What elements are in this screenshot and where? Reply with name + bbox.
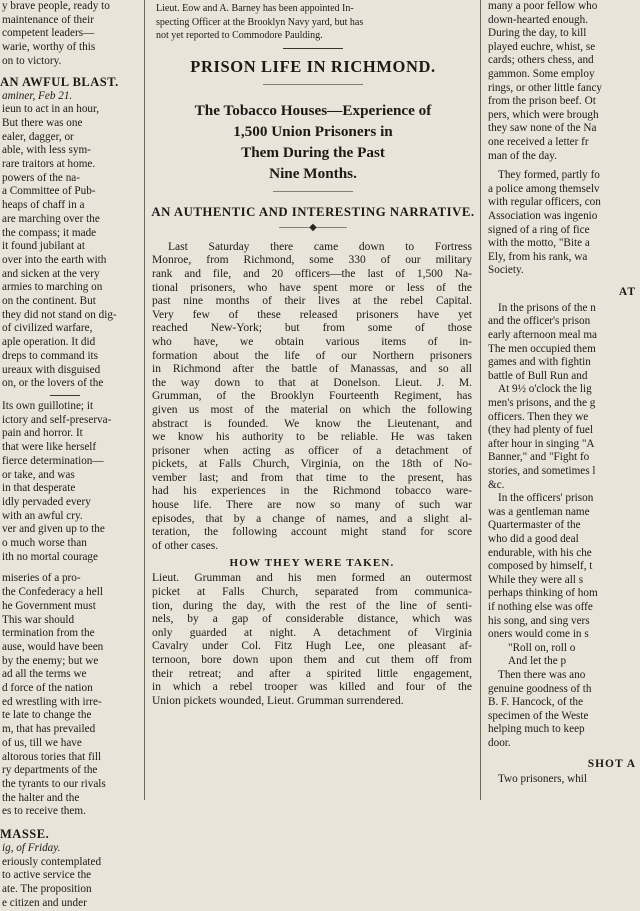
left-text-line: in that desperate [2,482,76,495]
left-text-line: ieun to act in an hour, [2,103,100,116]
right-text-line: was a gentleman name [488,505,590,518]
left-dateline: aminer, Feb 21. [2,89,73,102]
left-text-line: ureaux with disguised [2,363,101,376]
verse-line: "Roll on, roll o [508,641,576,654]
body-line: ternoon, bore down upon them and cut them off from [152,654,472,666]
left-text-line: ause, would have been [2,640,104,653]
right-text-line: During the day, to kill [488,27,587,40]
left-text-line: the halter and the [2,791,80,804]
left-heading-2: MASSE. [0,827,50,842]
body-line: only guarded at night. A detachment of Virginia [152,626,472,639]
right-text-line: Society. [488,264,524,277]
left-text-line: e citizen and under [2,896,87,909]
right-text-line: if nothing else was offe [488,600,593,613]
deck-line: 1,500 Union Prisoners in [233,122,393,140]
right-text-line: they saw none of the Na [488,122,597,135]
right-text-line: oners would come in s [488,628,589,641]
deck-line: The Tobacco Houses—Experience of [194,101,432,119]
left-text-line: of us, till we have [2,736,82,749]
right-text-line: after hour in singing "A [488,437,595,450]
right-text-line: They formed, partly fo [498,169,600,182]
title-ornament: —————————— [263,78,363,90]
body-line: Last Saturday there came down to Fortress [168,240,472,253]
right-text-line: from the prison beef. Ot [488,95,596,108]
left-text-line: of civilized warfare, [2,322,93,335]
body-line: nels, by a gap of considerable distance, which was [152,613,472,626]
body-line: teration, the following account might stand for score [152,526,472,539]
body-line: tional prisoners, who have spent more or less of the [152,281,472,294]
right-text-line: gammon. Some employ [488,67,595,80]
article-paragraph-2 [152,572,472,708]
left-text-line: are marching over the [2,212,100,225]
left-text-line: altorous tories that fill [2,750,102,763]
left-text-line: ictory and self-preserva- [2,413,112,426]
left-text-line: that were like herself [2,441,97,454]
left-text-line: idly pervaded every [2,495,91,508]
body-line: rank and file, and 20 officers—the last of 1,500 Na- [152,267,472,280]
left-text-line: ry departments of the [2,764,98,777]
body-line: we know his authority to be reliable. He was taken [152,431,472,444]
body-line: prisoner when acting as officer of a detachment of [152,444,472,457]
notice-line: specting Officer at the Brooklyn Navy yard, but has [156,16,364,28]
left-text-line: ad all the terms we [2,668,87,681]
body-line: the way down to that at Donelson. Lieut. J. M. [152,376,472,389]
left-text-line: or take, and was [2,468,75,481]
left-text-line: on the continent. But [2,295,96,308]
body-line: formation about the life of our Northern prisoners [152,349,472,362]
right-text-line: B. F. Hancock, of the [488,696,584,709]
right-text-line: While they were all s [488,573,584,586]
left-text-line: ed wrestling with irre- [2,695,102,708]
left-text-line: aple operation. It did [2,336,96,349]
left-lines-b [0,103,140,391]
body-line: picket at Falls Church, separated from communica- [152,586,472,599]
left-heading: AN AWFUL BLAST. [0,74,119,89]
left-text-line: d force of the nation [2,682,93,695]
right-text-line: man of the day. [488,149,557,162]
article-deck [148,100,478,184]
right-lines-e [484,492,640,642]
body-line: Lieut. Grumman and his men formed an outermost [152,572,472,585]
right-text-line: Two prisoners, whil [498,773,588,786]
left-text-line: over into the earth with [2,253,107,266]
right-text-line: &c. [488,478,505,491]
body-line: abstract is founded. We know the Lieutenant, and [152,417,472,430]
subtitle-ornament: ———◆——— [279,221,347,233]
right-text-line: At 9½ o'clock the lig [498,383,592,396]
verse-line: And let the p [508,655,567,668]
article-subtitle: AN AUTHENTIC AND INTERESTING NARRATIVE. [151,204,475,219]
right-text-line: signed of a ring of fice [488,223,590,236]
right-lines-g [484,773,640,787]
left-text-line: able, with less sym- [2,144,91,157]
body-line: given us most of the material on which the following [152,403,472,416]
right-text-line: perhaps thinking of hom [488,587,598,600]
left-text-line: with an awful cry. [2,509,83,522]
right-text-line: played euchre, whist, se [488,40,596,53]
left-text-line: ealer, dagger, or [2,130,74,143]
left-text-line: termination from the [2,627,95,640]
right-text-line: games and with fightin [488,356,591,369]
left-lines-d [0,572,140,819]
right-text-line: (they had plenty of fuel [488,424,594,437]
left-text-line: competent leaders— [2,27,95,40]
left-text-line: maintenance of their [2,13,94,26]
left-text-line: a Committee of Pub- [2,185,96,198]
body-line: Grumman, of the Brooklyn Fourteenth Regiment, has [152,390,472,403]
right-text-line: officers. Then they we [488,410,589,423]
body-line: of other cases. [152,539,219,552]
body-line: Cavalry under Col. Fitz Hugh Lee, one pleasant af- [152,640,472,653]
right-heading-2: SHOT A [587,758,636,771]
right-text-line: genuine goodness of th [488,682,592,695]
notice-line: Lieut. Eow and A. Barney has been appointed In- [156,3,354,14]
right-text-line: door. [488,736,511,749]
right-column [484,0,640,800]
left-text-line: es to receive them. [2,805,86,818]
main-top-notice [148,0,478,43]
title-rule [283,48,343,49]
left-text-line: heaps of chaff in a [2,199,85,212]
main-column [148,0,478,800]
left-text-line: dreps to command its [2,349,99,362]
left-text-line: to active service the [2,869,92,882]
left-text-line: rare traitors at home. [2,158,96,171]
right-text-line: Quartermaster of the [488,519,581,532]
body-line: Very few of these released prisoners have yet [152,308,472,321]
body-line: past nine months of their lives at the rebel Capital. [152,295,472,308]
left-text-line: on to victory. [2,54,62,67]
right-text-line: In the prisons of the n [498,301,596,314]
right-text-line: who did a good deal [488,532,579,545]
left-dateline-2: ig, of Friday. [2,842,61,855]
right-lines-f [484,669,640,751]
right-lines-c [484,302,640,384]
right-lines-b [484,169,640,278]
right-verse [484,642,640,669]
left-lines-a [0,0,140,69]
right-text-line: endurable, with his che [488,546,592,559]
right-text-line: with the motto, "Bite a [488,237,590,250]
left-text-line: ver and given up to the [2,523,105,536]
body-line: who have, we obtain various items of in- [152,335,472,348]
article-paragraph-1 [152,241,472,554]
left-text-line: This war should [2,613,75,626]
deck-line: Nine Months. [269,164,357,182]
right-text-line: battle of Bull Run and [488,369,588,382]
left-text-line: te late to change the [2,709,92,722]
article-title: PRISON LIFE IN RICHMOND. [190,56,436,77]
right-text-line: and the officer's prison [488,315,591,328]
body-line: in Richmond after the battle of Manassas, and so all [152,363,472,376]
left-text-line: and sicken at the very [2,267,100,280]
column-rule-left [144,0,145,800]
left-text-line: ith no mortal courage [2,550,98,563]
right-text-line: a police among themselv [488,182,600,195]
left-text-line: the compass; it made [2,226,97,239]
left-text-line: powers of the na- [2,171,80,184]
left-divider [50,395,80,396]
left-text-line: o much worse than [2,537,87,550]
left-text-line: he Government must [2,599,96,612]
left-lines-e [0,856,140,911]
right-text-line: Ely, from his rank, wa [488,250,588,263]
column-rule-right [480,0,481,800]
right-text-line: In the officers' prison [498,492,594,505]
right-text-line: Association was ingenio [488,209,598,222]
body-line: house life. There are now so many of such war [152,499,472,512]
right-text-line: Then there was ano [498,668,586,681]
body-line: Union pickets wounded, Lieut. Grumman surrendered. [152,694,404,707]
right-text-line: many a poor fellow who [488,0,598,12]
left-text-line: the Confederacy a hell [2,586,103,599]
body-line: their retreat; and after a spirited little engagement, [152,667,472,680]
left-text-line: Its own guillotine; it [2,399,94,412]
right-lines-d [484,383,640,492]
left-text-line: on, or the lovers of the [2,377,104,390]
right-text-line: specimen of the Weste [488,709,589,722]
right-text-line: cards; others chess, and [488,54,594,67]
article-body [148,241,478,709]
right-text-line: rings, or other little fancy [488,81,603,94]
left-text-line: it found jubilant at [2,240,85,253]
left-text-line: eriously contemplated [2,855,102,868]
left-text-line: miseries of a pro- [2,572,81,585]
left-text-line: fierce determination— [2,454,104,467]
left-text-line: the tyrants to our rivals [2,777,106,790]
left-text-line: they did not stand on dig- [2,308,117,321]
left-lines-c [0,400,140,564]
body-line: pickets, at Falls Church, Virginia, on the 18th of No- [152,458,472,471]
left-text-line: ate. The proposition [2,883,92,896]
left-text-line: pain and horror. It [2,427,83,440]
body-line: vember last; and from that time to the present, has [152,471,472,484]
right-text-line: pers, which were brough [488,108,599,121]
left-text-line: warie, worthy of this [2,41,96,54]
right-text-line: helping much to keep [488,723,585,736]
left-text-line: armies to marching on [2,281,103,294]
right-text-line: The men occupied them [488,342,596,355]
left-column [0,0,140,909]
right-heading: AT [618,285,636,298]
body-line: had his experiences in the Richmond tobacco ware- [152,485,472,498]
body-line: reached New-York; but from some of those [152,322,472,335]
body-line: tion, during the day, with the rest of the line of senti- [152,599,472,612]
left-text-line: m, that has prevailed [2,723,96,736]
body-line: in which a rebel trooper was killed and four of the [152,681,472,694]
left-text-line: by the enemy; but we [2,654,99,667]
right-lines-a [484,0,640,163]
right-text-line: with regular officers, con [488,196,601,209]
notice-line: not yet reported to Commodore Paulding. [156,30,323,42]
right-text-line: men's prisons, and the g [488,397,596,410]
right-text-line: one received a letter fr [488,135,589,148]
right-text-line: down-hearted enough. [488,13,589,26]
left-text-line: y brave people, ready to [2,0,110,12]
section-heading: HOW THEY WERE TAKEN. [229,557,395,570]
body-line: episodes, that by a change of names, and a slight al- [152,512,472,525]
right-text-line: early afternoon meal ma [488,329,598,342]
right-text-line: stories, and sometimes l [488,465,596,477]
right-text-line: his song, and sing vers [488,614,590,627]
body-line: Monroe, from Richmond, some 330 of our military [152,254,472,267]
right-text-line: Banner," and "Fight fo [488,451,590,464]
deck-ornament: ———————— [273,185,353,197]
right-text-line: composed by himself, t [488,560,593,573]
deck-line: Them During the Past [241,143,385,161]
left-text-line: But there was one [2,116,83,129]
